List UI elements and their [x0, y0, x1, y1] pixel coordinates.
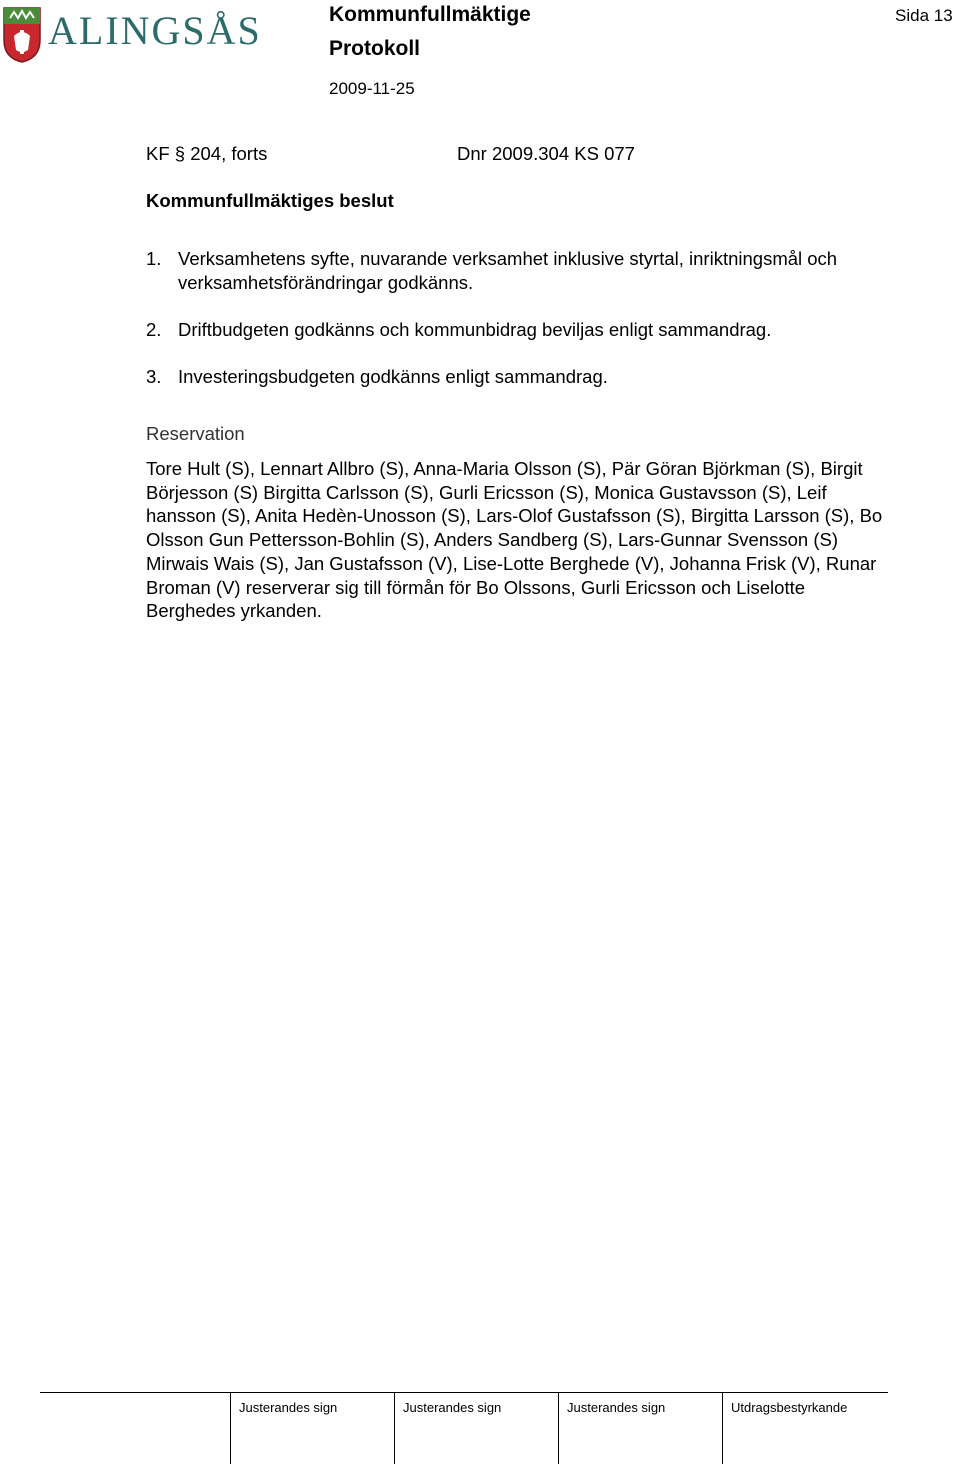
- decision-item-text: Investeringsbudgeten godkänns enligt sammandrag.: [178, 366, 608, 387]
- meeting-date: 2009-11-25: [329, 79, 415, 98]
- reservation-heading: Reservation: [146, 423, 245, 444]
- decision-item: [146, 365, 886, 389]
- paragraph-reference: KF § 204, forts: [146, 143, 268, 164]
- document-title: Kommunfullmäktige: [329, 3, 531, 26]
- decision-heading: Kommunfullmäktiges beslut: [146, 190, 394, 211]
- signature-box-2: Justerandes sign: [394, 1392, 558, 1464]
- page-number: Sida 13: [895, 6, 953, 25]
- coat-of-arms-icon: [2, 6, 42, 64]
- decision-item-number: 3.: [146, 366, 162, 387]
- decision-item: [146, 318, 886, 342]
- decision-list: [146, 247, 886, 412]
- decision-item-number: 1.: [146, 248, 162, 269]
- reservation-text: Tore Hult (S), Lennart Allbro (S), Anna-Maria Olsson (S), Pär Göran Björkman (S), Birgit Börjesson (S) Birgitta Carlsson (S), Gurli Ericsson (S), Monica Gustavsson (S), Leif hansson (S), Anita Hedèn-Unosson (S), Lars-Olof Gustafsson (S), Birgitta Larsson (S), Bo Olsson Gun Pettersson-Bohlin (S), Anders Sandberg (S), Lars-Gunnar Svensson (S) Mirwais Wais (S), Jan Gustafsson (V), Lise-Lotte Berghede (V), Johanna Frisk (V), Runar Broman (V) reserverar sig till förmån för Bo Olssons, Gurli Ericsson och Liselotte Berghedes yrkanden.: [146, 458, 883, 622]
- decision-item-text: Driftbudgeten godkänns och kommunbidrag beviljas enligt sammandrag.: [178, 319, 772, 340]
- decision-item-number: 2.: [146, 319, 162, 340]
- logo-wordmark: ALINGSÅS: [48, 8, 262, 53]
- signature-box-3: Justerandes sign: [558, 1392, 722, 1464]
- signature-box-1: Justerandes sign: [230, 1392, 394, 1464]
- decision-item: [146, 247, 886, 295]
- diary-number: Dnr 2009.304 KS 077: [457, 143, 635, 164]
- decision-item-text: Verksamhetens syfte, nuvarande verksamhet inklusive styrtal, inriktningsmål och verksamhetsförändringar godkänns.: [178, 248, 838, 293]
- document-type: Protokoll: [329, 37, 421, 60]
- alingsas-logo: [2, 4, 262, 64]
- certification-box: Utdragsbestyrkande: [722, 1392, 888, 1464]
